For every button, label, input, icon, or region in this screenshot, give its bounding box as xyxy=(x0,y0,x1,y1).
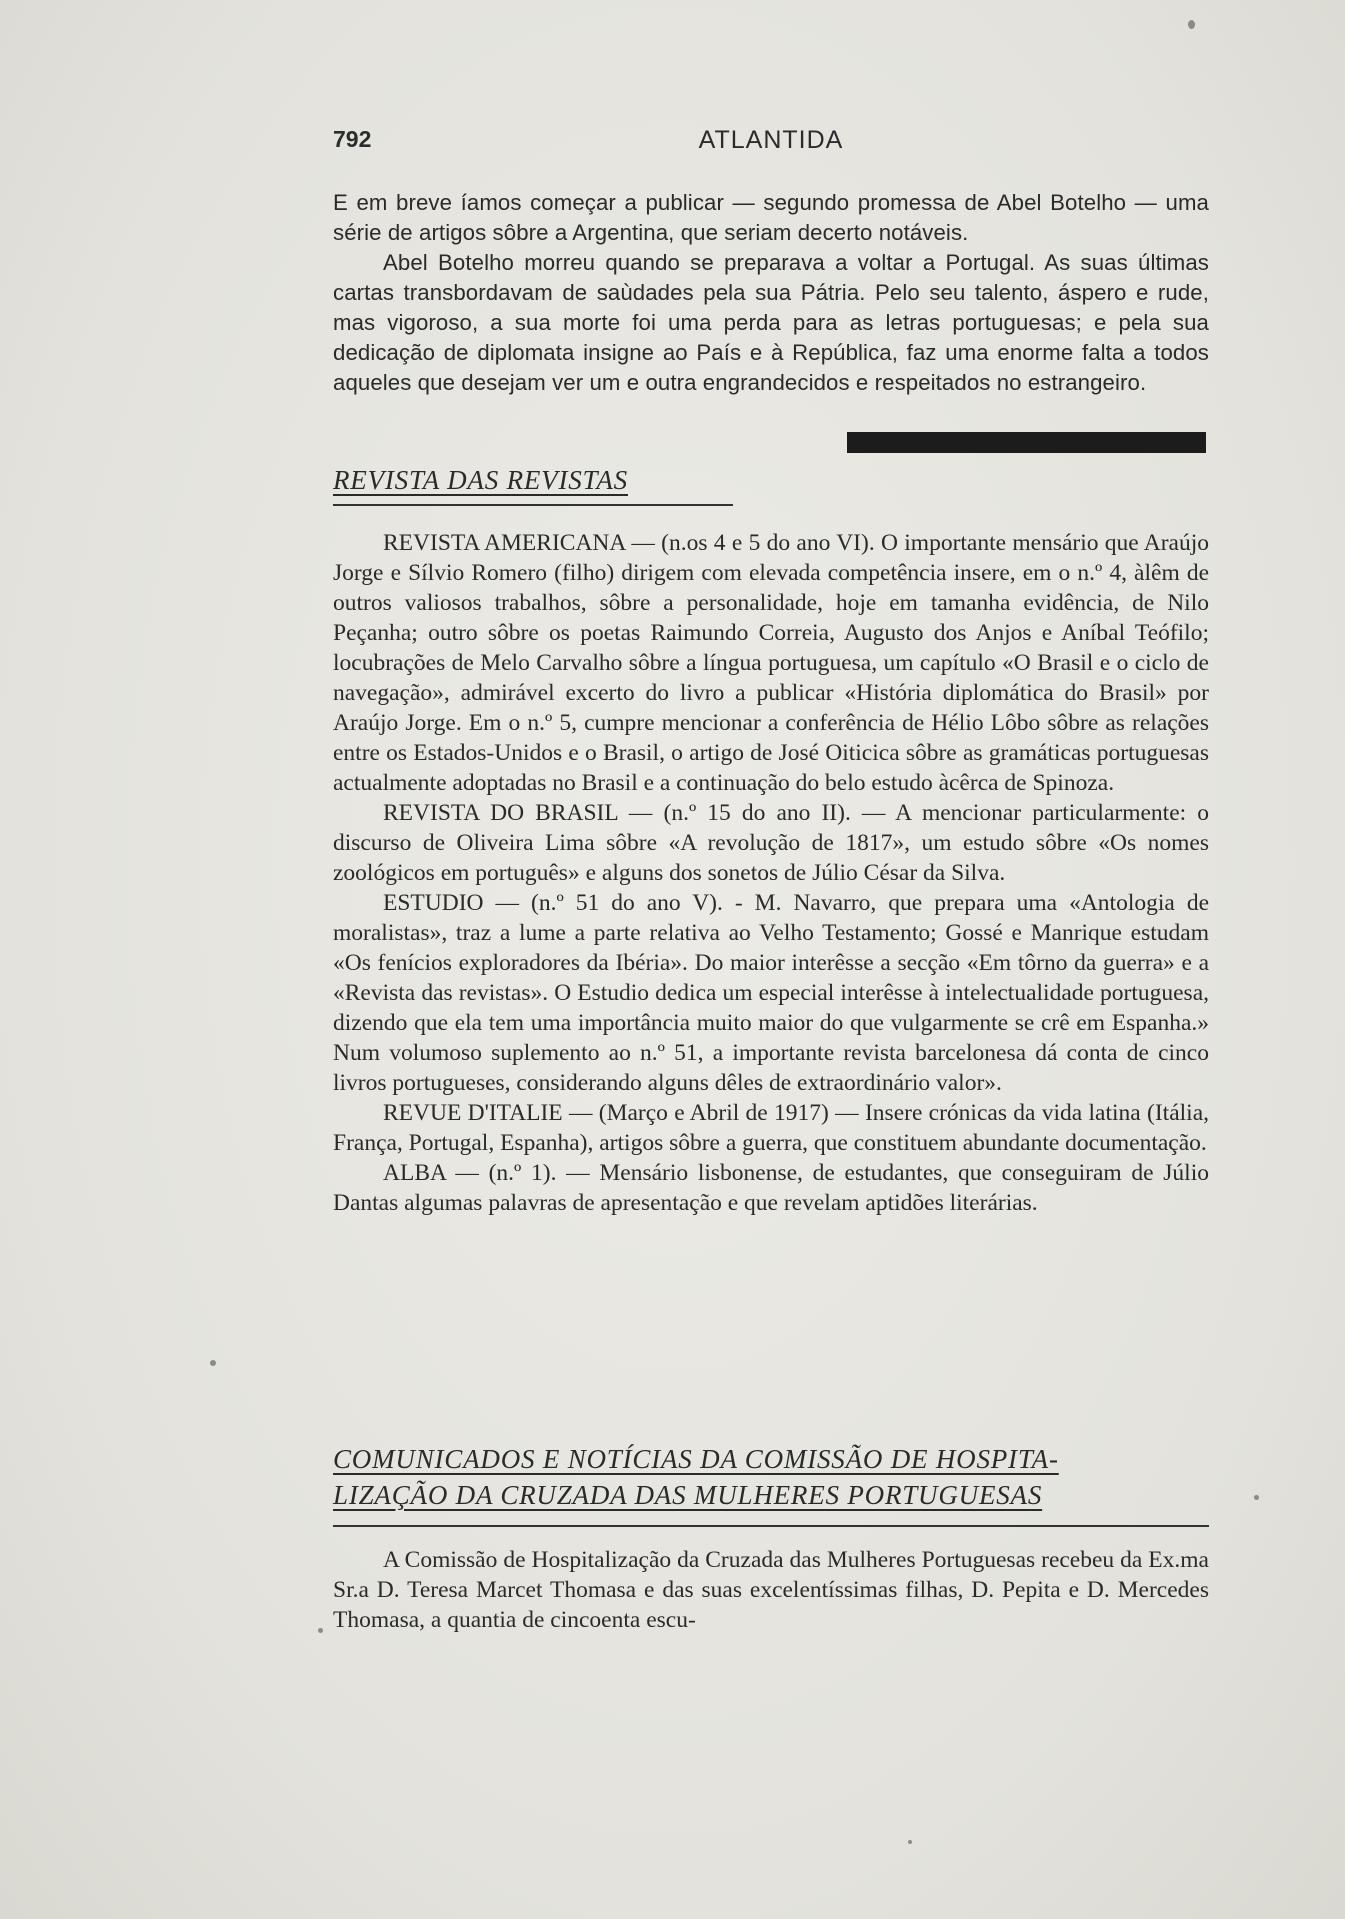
paper-speck xyxy=(1254,1495,1259,1500)
comunicados-paragraph: A Comissão de Hospitalização da Cruzada das Mulheres Portuguesas recebeu da Ex.ma Sr.a D. Teresa Marcet Thomasa e das suas excelentíssimas filhas, D. Pepita e D. Mercedes Thomasa, a quantia de cincoenta escu- xyxy=(333,1547,1209,1633)
review-entry-alba: ALBA — (n.º 1). — Mensário lisbonense, de estudantes, que conseguiram de Júlio Dantas algumas palavras de apresentação e que revelam aptidões literárias. xyxy=(333,1160,1209,1216)
section-heading-line: COMUNICADOS E NOTÍCIAS DA COMISSÃO DE HOSPITA- xyxy=(333,1444,1059,1474)
comunicados-text xyxy=(333,1545,1209,1635)
section-heading-revista-das-revistas xyxy=(333,462,628,498)
review-entry-estudio: ESTUDIO — (n.º 51 do ano V). - M. Navarro, que prepara uma «Antologia de moralistas», traz a lume a parte relativa ao Velho Testamento; Gossé e Manrique estudam «Os fenícios exploradores da Ibéria». Do maior interêsse a secção «Em tôrno da guerra» e a «Revista das revistas». O Estudio dedica um especial interêsse à intelectualidade portuguesa, dizendo que ela tem uma importância muito maior do que vulgarmente se crê em Espanha.» Num volumoso suplemento ao n.º 51, a importante revista barcelonesa dá conta de cinco livros portugueses, considerando alguns dêles de extraordinário valor». xyxy=(333,890,1209,1096)
section-heading-text: REVISTA DAS REVISTAS xyxy=(333,465,628,495)
paper-speck xyxy=(318,1628,323,1633)
heading-rule xyxy=(333,504,733,506)
intro-paragraph: E em breve íamos começar a publicar — segundo promessa de Abel Botelho — uma série de artigos sôbre a Argentina, que seriam decerto notáveis. xyxy=(333,190,1209,245)
paper-speck xyxy=(210,1360,216,1366)
section-heading-comunicados xyxy=(333,1441,1209,1513)
heading-rule xyxy=(333,1525,1209,1527)
intro-text xyxy=(333,188,1209,398)
paper-speck xyxy=(908,1840,912,1844)
page-header xyxy=(333,126,1209,160)
review-entry-revue-ditalie: REVUE D'ITALIE — (Março e Abril de 1917) — Insere crónicas da vida latina (Itália, França, Portugal, Espanha), artigos sôbre a guerra, que constituem abundante documentação. xyxy=(333,1100,1209,1156)
review-entry-revista-americana: REVISTA AMERICANA — (n.os 4 e 5 do ano VI). O importante mensário que Araújo Jorge e Sílvio Romero (filho) dirigem com elevada competência insere, em o n.º 4, àlêm de outros valiosos trabalhos, sôbre a personalidade, hoje em tamanha evidência, de Nilo Peçanha; outro sôbre os poetas Raimundo Correia, Augusto dos Anjos e Aníbal Teófilo; locubrações de Melo Carvalho sôbre a língua portuguesa, um capítulo «O Brasil e o ciclo de navegação», admirável excerto do livro a publicar «História diplomática do Brasil» por Araújo Jorge. Em o n.º 5, cumpre mencionar a conferência de Hélio Lôbo sôbre as relações entre os Estados-Unidos e o Brasil, o artigo de José Oiticica sôbre as gramáticas portuguesas actualmente adoptadas no Brasil e a continuação do belo estudo àcêrca de Spinoza. xyxy=(333,530,1209,796)
page-number: 792 xyxy=(333,126,372,152)
paper-speck xyxy=(1188,20,1195,29)
section-heading-line: LIZAÇÃO DA CRUZADA DAS MULHERES PORTUGUESAS xyxy=(333,1480,1043,1510)
review-entry-revista-do-brasil: REVISTA DO BRASIL — (n.º 15 do ano II). — A mencionar particularmente: o discurso de Oliveira Lima sôbre «A revolução de 1817», um estudo sôbre «Os nomes zoológicos em português» e alguns dos sonetos de Júlio César da Silva. xyxy=(333,800,1209,886)
revista-das-revistas-text xyxy=(333,528,1209,1218)
intro-paragraph: Abel Botelho morreu quando se preparava a voltar a Portugal. As suas últimas cartas transbordavam de saùdades pela sua Pátria. Pelo seu talento, áspero e rude, mas vigoroso, a sua morte foi uma perda para as letras portuguesas; e pela sua dedicação de diplomata insigne ao País e à República, faz uma enorme falta a todos aqueles que desejam ver um e outra engrandecidos e respeitados no estrangeiro. xyxy=(333,250,1209,395)
redaction-bar xyxy=(847,432,1206,453)
running-title: ATLANTIDA xyxy=(698,126,844,154)
